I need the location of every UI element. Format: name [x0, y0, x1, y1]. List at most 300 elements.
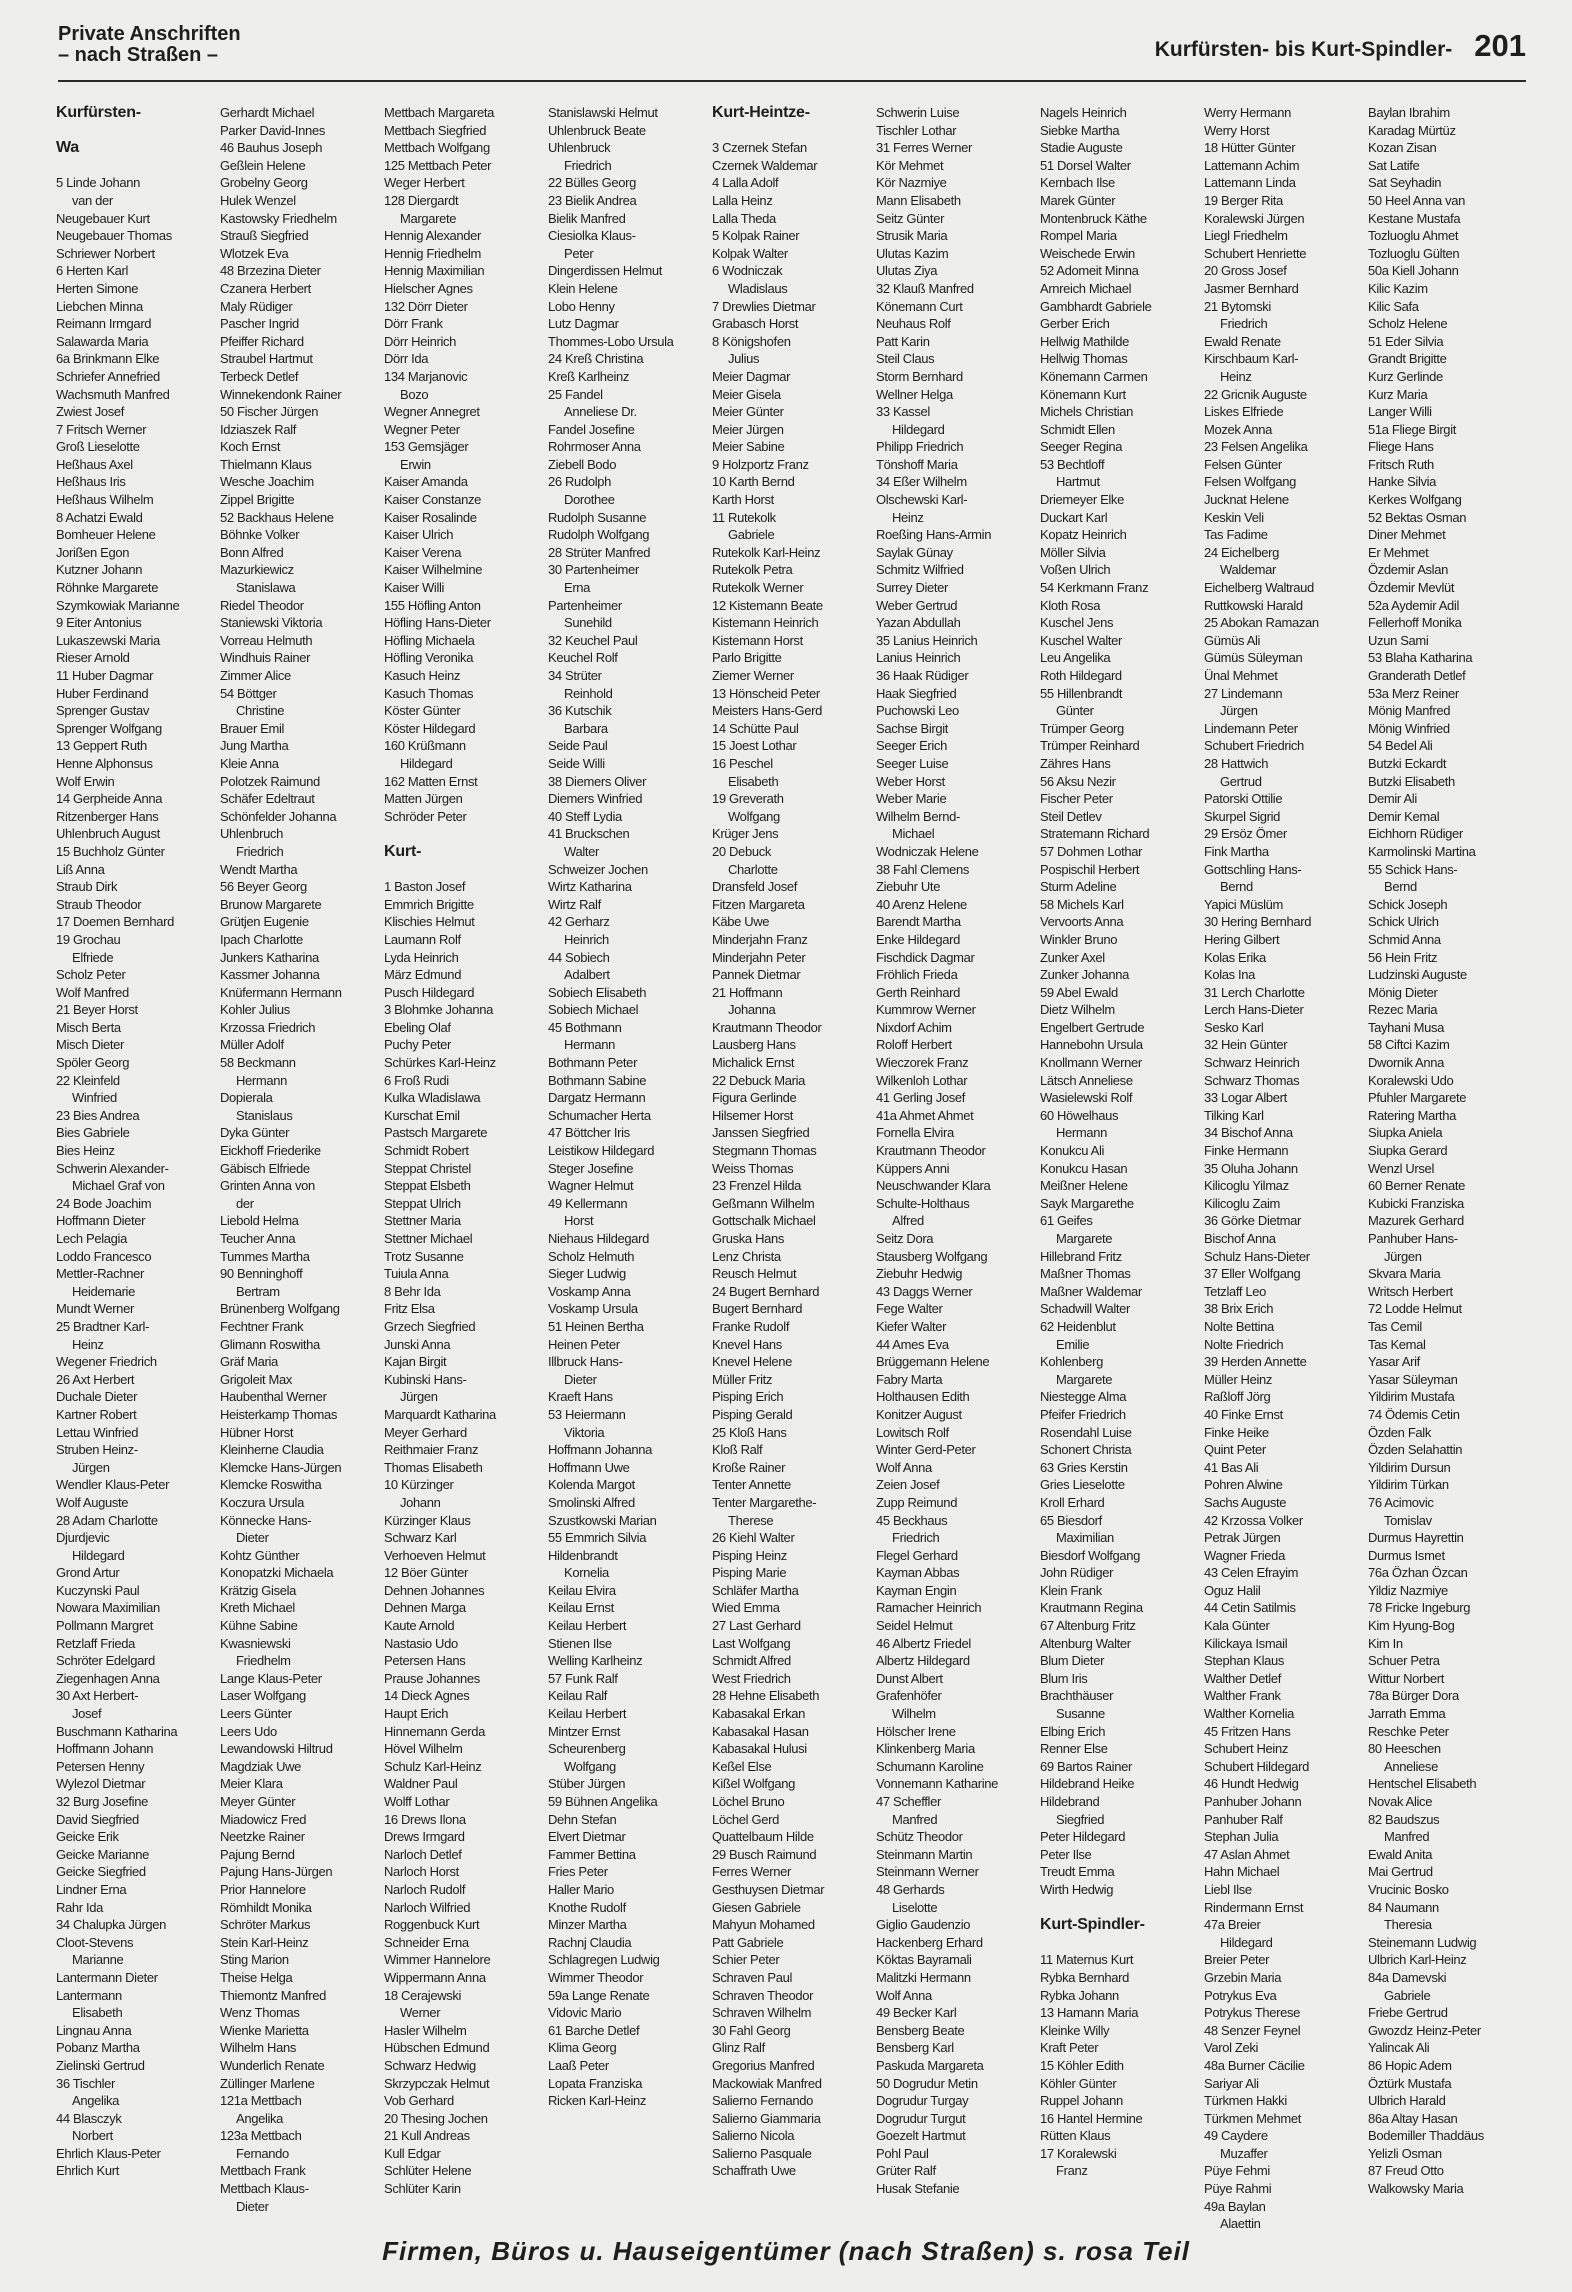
entry-continuation: Tomislav	[1384, 1512, 1432, 1528]
resident-entry: Wylezol Dietmar	[56, 1776, 146, 1792]
resident-entry: Roloff Herbert	[876, 1037, 952, 1053]
resident-entry: Kozan Zisan	[1368, 140, 1437, 156]
resident-entry: Kißel Wolfgang	[712, 1776, 796, 1792]
resident-entry: Pascher Ingrid	[220, 316, 299, 332]
resident-entry: Schäfer Edeltraut	[220, 791, 315, 807]
entry-continuation: Waldemar	[1220, 562, 1276, 578]
resident-entry: Meyer Günter	[220, 1794, 296, 1809]
entry-continuation: Dieter	[236, 1530, 269, 1546]
resident-entry: 6a Brinkmann Elke	[56, 351, 160, 367]
resident-entry: Wippermann Anna	[384, 1969, 486, 1985]
resident-entry: Wellner Helga	[876, 386, 953, 402]
resident-entry: 53 Blaha Katharina	[1368, 650, 1473, 666]
resident-entry: 14 Gerpheide Anna	[56, 791, 163, 807]
resident-entry: Tas Kemal	[1368, 1336, 1426, 1352]
resident-entry: Baylan Ibrahim	[1368, 105, 1450, 120]
resident-entry: Meier Sabine	[712, 439, 785, 455]
resident-entry: Stephan Julia	[1204, 1829, 1279, 1845]
resident-entry: Grafenhöfer	[876, 1688, 942, 1704]
resident-entry: 58 Ciftci Kazim	[1368, 1037, 1450, 1053]
resident-entry: Sariyar Ali	[1204, 2075, 1259, 2091]
resident-entry: 56 Hein Fritz	[1368, 949, 1438, 965]
resident-entry: Demir Kemal	[1368, 808, 1440, 824]
resident-entry: Vrucinic Bosko	[1368, 1881, 1449, 1897]
resident-entry: 31 Ferres Werner	[876, 140, 973, 156]
resident-entry: Knothe Rudolf	[548, 1899, 626, 1915]
resident-entry: Özdemir Mevlüt	[1368, 580, 1455, 596]
resident-entry: Tuiula Anna	[384, 1266, 449, 1282]
entry-continuation: van der	[72, 192, 113, 208]
entry-continuation: Kornelia	[564, 1565, 609, 1581]
resident-entry: Grüter Ralf	[876, 2163, 936, 2179]
directory-column	[1040, 104, 1198, 2220]
resident-entry: Hasler Wilhelm	[384, 2022, 467, 2038]
entry-continuation: Hildegard	[400, 755, 453, 771]
resident-entry: Grandt Brigitte	[1368, 351, 1447, 367]
resident-entry: Hennig Alexander	[384, 228, 482, 244]
resident-entry: Grütjen Eugenie	[220, 914, 309, 930]
resident-entry: Konitzer August	[876, 1406, 962, 1422]
resident-entry: 37 Eller Wolfgang	[1204, 1266, 1301, 1282]
resident-entry: Wittur Norbert	[1368, 1670, 1445, 1686]
resident-entry: Hildebrand Heike	[1040, 1776, 1135, 1792]
resident-entry: Loddo Francesco	[56, 1248, 152, 1264]
resident-entry: Uhlenbruch August	[56, 826, 160, 842]
resident-entry: 17 Koralewski	[1040, 2145, 1117, 2161]
resident-entry: Keuchel Rolf	[548, 650, 618, 666]
resident-entry: Jucknat Helene	[1204, 492, 1289, 508]
resident-entry: 67 Altenburg Fritz	[1040, 1618, 1136, 1634]
resident-entry: Gümüs Ali	[1204, 632, 1261, 648]
resident-entry: Kroll Erhard	[1040, 1494, 1105, 1510]
entry-continuation: Hermann	[564, 1037, 616, 1053]
resident-entry: Salierno Fernando	[712, 2093, 814, 2109]
resident-entry: Neugebauer Kurt	[56, 210, 150, 226]
entry-continuation: Peter	[564, 245, 594, 261]
resident-entry: Schulz Karl-Heinz	[384, 1758, 482, 1774]
resident-entry: Kabasakal Hulusi	[712, 1741, 807, 1757]
resident-entry: Schadwill Walter	[1040, 1301, 1131, 1317]
resident-entry: 13 Geppert Ruth	[56, 738, 147, 754]
resident-entry: 134 Marjanovic	[384, 368, 468, 384]
resident-entry: Yildirim Türkan	[1368, 1477, 1449, 1493]
resident-entry: Ferres Werner	[712, 1864, 792, 1880]
resident-entry: Klein Frank	[1040, 1582, 1102, 1598]
resident-entry: Dehnen Marga	[384, 1600, 466, 1616]
resident-entry: 34 Eßer Wilhelm	[876, 474, 967, 490]
resident-entry: Vidovic Mario	[548, 2005, 622, 2021]
resident-entry: Meier Jürgen	[712, 421, 784, 437]
resident-entry: 86 Hopic Adem	[1368, 2057, 1452, 2073]
resident-entry: 8 Königshofen	[712, 333, 791, 349]
resident-entry: Hulek Wenzel	[220, 192, 296, 208]
resident-entry: Hinnemann Gerda	[384, 1723, 485, 1739]
resident-entry: Ruppel Johann	[1040, 2093, 1123, 2109]
resident-entry: Schmidt Ellen	[1040, 421, 1115, 437]
resident-entry: Mozek Anna	[1204, 421, 1273, 437]
resident-entry: Kühne Sabine	[220, 1618, 298, 1634]
resident-entry: Surrey Dieter	[876, 580, 949, 596]
resident-entry: 50a Kiell Johann	[1368, 263, 1459, 279]
resident-entry: Wimmer Hannelore	[384, 1952, 491, 1968]
entry-continuation: Jürgen	[1220, 703, 1258, 719]
page-header	[58, 22, 1526, 82]
resident-entry: Breier Peter	[1204, 1952, 1270, 1968]
resident-entry: Kull Edgar	[384, 2145, 441, 2161]
resident-entry: 47 Böttcher Iris	[548, 1125, 630, 1141]
entry-continuation: Elisabeth	[728, 773, 779, 789]
resident-entry: 14 Dieck Agnes	[384, 1688, 470, 1704]
resident-entry: Petersen Hans	[384, 1653, 466, 1669]
resident-entry: 82 Baudszus	[1368, 1811, 1440, 1827]
resident-entry: Schulte-Holthaus	[876, 1195, 970, 1211]
entry-continuation: Gertrud	[1220, 773, 1262, 789]
resident-entry: 7 Drewlies Dietmar	[712, 298, 816, 314]
resident-entry: Sprenger Gustav	[56, 703, 150, 719]
resident-entry: Kirschbaum Karl-	[1204, 351, 1299, 367]
resident-entry: Walther Kornelia	[1204, 1706, 1295, 1722]
resident-entry: Grzech Siegfried	[384, 1318, 476, 1334]
entry-continuation: Erna	[564, 580, 591, 596]
resident-entry: Schwarz Hedwig	[384, 2057, 476, 2073]
resident-entry: Miadowicz Fred	[220, 1811, 307, 1827]
resident-entry: Ruttkowski Harald	[1204, 597, 1303, 613]
resident-entry: Terbeck Detlef	[220, 368, 299, 384]
entry-continuation: Bozo	[400, 386, 429, 402]
resident-entry: West Friedrich	[712, 1670, 791, 1686]
resident-entry: Struben Heinz-	[56, 1442, 138, 1458]
resident-entry: Kolpak Walter	[712, 245, 788, 261]
resident-entry: Kabasakal Erkan	[712, 1706, 806, 1722]
resident-entry: Lingnau Anna	[56, 2022, 132, 2038]
resident-entry: Wagner Frieda	[1204, 1547, 1285, 1563]
resident-entry: 5 Linde Johann	[56, 175, 141, 191]
resident-entry: Figura Gerlinde	[712, 1090, 797, 1106]
resident-entry: Karmolinski Martina	[1368, 843, 1476, 859]
resident-entry: 76a Özhan Özcan	[1368, 1565, 1468, 1581]
resident-entry: 58 Michels Karl	[1040, 896, 1124, 912]
resident-entry: Gries Lieselotte	[1040, 1477, 1125, 1493]
resident-entry: Hölscher Irene	[876, 1723, 956, 1739]
resident-entry: Klima Georg	[548, 2040, 617, 2056]
resident-entry: Schmitz Wilfried	[876, 562, 964, 578]
resident-entry: 22 Kleinfeld	[56, 1072, 120, 1088]
resident-entry: Dogrudur Turgay	[876, 2093, 969, 2109]
resident-entry: Winnekendonk Rainer	[220, 386, 342, 402]
resident-entry: Kaiser Constanze	[384, 492, 482, 508]
resident-entry: Ludzinski Auguste	[1368, 967, 1467, 983]
resident-entry: Wlotzek Eva	[220, 245, 289, 261]
resident-entry: 87 Freud Otto	[1368, 2163, 1444, 2179]
resident-entry: 153 Gemsjäger	[384, 439, 469, 455]
resident-entry: Ciesiolka Klaus-	[548, 228, 636, 244]
resident-entry: Giesen Gabriele	[712, 1899, 801, 1915]
resident-entry: Lopata Franziska	[548, 2075, 643, 2091]
resident-entry: Tetzlaff Leo	[1204, 1283, 1267, 1299]
resident-entry: Stein Karl-Heinz	[220, 1934, 309, 1950]
resident-entry: Yildiz Nazmiye	[1368, 1582, 1448, 1598]
resident-entry: Ewald Renate	[1204, 333, 1281, 349]
resident-entry: Lalla Theda	[712, 210, 776, 226]
resident-entry: 56 Aksu Nezir	[1040, 773, 1116, 789]
resident-entry: Fitzen Margareta	[712, 896, 805, 912]
resident-entry: Schuer Petra	[1368, 1653, 1440, 1669]
resident-entry: Giglio Gaudenzio	[876, 1917, 971, 1933]
resident-entry: 49 Caydere	[1204, 2128, 1268, 2144]
resident-entry: Konukcu Hasan	[1040, 1160, 1128, 1176]
resident-entry: Leu Angelika	[1040, 650, 1111, 666]
resident-entry: Hielscher Agnes	[384, 280, 473, 296]
resident-entry: Scholz Helene	[1368, 316, 1448, 332]
resident-entry: Bensberg Beate	[876, 2022, 965, 2038]
resident-entry: Hanke Silvia	[1368, 474, 1437, 490]
resident-entry: 32 Hein Günter	[1204, 1037, 1288, 1053]
resident-entry: Wendt Martha	[220, 861, 298, 877]
resident-entry: 48a Burner Cäcilie	[1204, 2057, 1305, 2073]
resident-entry: Huber Ferdinand	[56, 685, 149, 701]
resident-entry: Eichhorn Rüdiger	[1368, 826, 1463, 842]
resident-entry: 27 Last Gerhard	[712, 1618, 801, 1634]
resident-entry: Wenz Thomas	[220, 2005, 300, 2021]
resident-entry: Kasuch Thomas	[384, 685, 474, 701]
resident-entry: Saylak Günay	[876, 544, 953, 560]
resident-entry: 41 Bruckschen	[548, 826, 630, 842]
resident-entry: Meier Klara	[220, 1776, 283, 1792]
resident-entry: 11 Huber Dagmar	[56, 668, 154, 683]
resident-entry: Ziebuhr Hedwig	[876, 1266, 963, 1282]
resident-entry: Schröder Peter	[384, 808, 467, 824]
resident-entry: Djurdjevic	[56, 1530, 110, 1546]
resident-entry: Niehaus Hildegard	[548, 1231, 650, 1246]
resident-entry: Jung Martha	[220, 738, 289, 754]
resident-entry: Franke Rudolf	[712, 1318, 790, 1334]
resident-entry: Hildebrand	[1040, 1794, 1100, 1809]
resident-entry: Leistikow Hildegard	[548, 1143, 655, 1159]
resident-entry: Tenter Annette	[712, 1477, 791, 1493]
resident-entry: Eichelberg Waltraud	[1204, 580, 1314, 596]
resident-entry: Tas Cemil	[1368, 1318, 1422, 1334]
resident-entry: Werry Horst	[1204, 122, 1270, 138]
resident-entry: Seitz Dora	[876, 1231, 934, 1246]
entry-continuation: Elisabeth	[72, 2005, 123, 2021]
resident-entry: Nagels Heinrich	[1040, 105, 1127, 120]
resident-entry: Mazurkiewicz	[220, 562, 294, 578]
resident-entry: Lätsch Anneliese	[1040, 1072, 1133, 1088]
resident-entry: Böhnke Volker	[220, 527, 300, 543]
resident-entry: 51 Dorsel Walter	[1040, 157, 1131, 173]
resident-entry: Knollmann Werner	[1040, 1055, 1142, 1071]
resident-entry: Pohl Paul	[876, 2145, 929, 2161]
resident-entry: Schmidt Alfred	[712, 1653, 791, 1669]
resident-entry: 34 Chalupka Jürgen	[56, 1917, 167, 1933]
resident-entry: Schwarz Thomas	[1204, 1072, 1300, 1088]
entry-continuation: Dieter	[564, 1371, 597, 1387]
entry-continuation: Christine	[236, 703, 285, 719]
resident-entry: 33 Logar Albert	[1204, 1090, 1287, 1106]
resident-entry: Ünal Mehmet	[1204, 668, 1278, 683]
resident-entry: Koralewski Jürgen	[1204, 210, 1305, 226]
resident-entry: Geicke Marianne	[56, 1846, 150, 1862]
resident-entry: Schick Joseph	[1368, 896, 1448, 912]
resident-entry: Kummrow Werner	[876, 1002, 976, 1018]
resident-entry: Kleie Anna	[220, 755, 279, 771]
resident-entry: Nowara Maximilian	[56, 1600, 160, 1616]
resident-entry: 74 Ödemis Cetin	[1368, 1406, 1460, 1422]
resident-entry: 19 Grochau	[56, 931, 121, 947]
resident-entry: Rieser Arnold	[56, 650, 130, 666]
resident-entry: Lewandowski Hiltrud	[220, 1741, 333, 1757]
resident-entry: Reimann Irmgard	[56, 316, 152, 332]
resident-entry: Pannek Dietmar	[712, 967, 801, 983]
resident-entry: Mackowiak Manfred	[712, 2075, 822, 2091]
resident-entry: 28 Hehne Elisabeth	[712, 1688, 820, 1704]
resident-entry: Schütz Theodor	[876, 1829, 963, 1845]
resident-entry: Siupka Gerard	[1368, 1143, 1448, 1159]
resident-entry: Lettau Winfried	[56, 1424, 139, 1440]
directory-column	[384, 104, 542, 2220]
resident-entry: Thielmann Klaus	[220, 456, 312, 472]
resident-entry: Nixdorf Achim	[876, 1019, 952, 1035]
resident-entry: 30 Axt Herbert-	[56, 1688, 139, 1704]
resident-entry: 59 Bühnen Angelika	[548, 1794, 658, 1809]
resident-entry: Neuschwander Klara	[876, 1178, 991, 1194]
entry-continuation: Wilhelm	[892, 1706, 936, 1722]
resident-entry: Parlo Brigitte	[712, 650, 782, 666]
resident-entry: Heisterkamp Thomas	[220, 1406, 338, 1422]
resident-entry: Dransfeld Josef	[712, 879, 798, 895]
entry-continuation: Horst	[564, 1213, 594, 1229]
resident-entry: 43 Celen Efrayim	[1204, 1565, 1299, 1581]
resident-entry: 160 Krüßmann	[384, 738, 466, 754]
resident-entry: Arnreich Michael	[1040, 280, 1132, 296]
resident-entry: Lausberg Hans	[712, 1037, 796, 1053]
resident-entry: Kala Günter	[1204, 1618, 1270, 1634]
resident-entry: 52a Aydemir Adil	[1368, 597, 1459, 613]
resident-entry: Janssen Siegfried	[712, 1125, 810, 1141]
entry-continuation: Johann	[400, 1494, 441, 1510]
resident-entry: Liskes Elfriede	[1204, 404, 1284, 420]
resident-entry: Meisters Hans-Gerd	[712, 703, 823, 719]
resident-entry: Butzki Elisabeth	[1368, 773, 1455, 789]
resident-entry: Biesdorf Wolfgang	[1040, 1547, 1141, 1563]
resident-entry: Albertz Hildegard	[876, 1653, 970, 1669]
entry-continuation: Michael Graf von	[72, 1178, 165, 1194]
resident-entry: 16 Peschel	[712, 755, 773, 771]
resident-entry: Tas Fadime	[1204, 527, 1268, 543]
resident-entry: Koch Ernst	[220, 439, 281, 455]
resident-entry: Tischler Lothar	[876, 122, 957, 138]
resident-entry: Ziebell Bodo	[548, 456, 617, 472]
resident-entry: Steppat Elsbeth	[384, 1178, 471, 1194]
resident-entry: Pisping Marie	[712, 1565, 787, 1581]
resident-entry: Geßlein Helene	[220, 157, 306, 173]
resident-entry: 9 Eiter Antonius	[56, 615, 142, 631]
resident-entry: Knevel Hans	[712, 1336, 782, 1352]
resident-entry: Schwerin Luise	[876, 105, 960, 120]
resident-entry: Grigoleit Max	[220, 1371, 293, 1387]
resident-entry: Mundt Werner	[56, 1301, 134, 1317]
resident-entry: Panhuber Ralf	[1204, 1811, 1283, 1827]
resident-entry: Dehnen Johannes	[384, 1582, 485, 1598]
resident-entry: Mettbach Frank	[220, 2163, 306, 2179]
resident-entry: Lange Klaus-Peter	[220, 1670, 322, 1686]
resident-entry: Grzebin Maria	[1204, 1969, 1282, 1985]
resident-entry: Mettbach Siegfried	[384, 122, 487, 138]
resident-entry: Durmus Hayrettin	[1368, 1530, 1464, 1546]
resident-entry: Schumann Karoline	[876, 1758, 984, 1774]
resident-entry: Salierno Pasquale	[712, 2145, 812, 2161]
resident-entry: Mettler-Rachner	[56, 1266, 144, 1282]
resident-entry: Liß Anna	[56, 861, 105, 877]
resident-entry: John Rüdiger	[1040, 1565, 1114, 1581]
resident-entry: Schulz Hans-Dieter	[1204, 1248, 1310, 1264]
resident-entry: Kohtz Günther	[220, 1547, 300, 1563]
resident-entry: Sachs Auguste	[1204, 1494, 1287, 1510]
resident-entry: Schraven Wilhelm	[712, 2005, 812, 2021]
directory-column	[56, 104, 214, 2220]
entry-continuation: Dieter	[236, 2198, 269, 2214]
resident-entry: Kaute Arnold	[384, 1618, 455, 1634]
resident-entry: Kestane Mustafa	[1368, 210, 1461, 226]
resident-entry: Nolte Bettina	[1204, 1318, 1274, 1334]
resident-entry: Philipp Friedrich	[876, 439, 964, 455]
resident-entry: 15 Joest Lothar	[712, 738, 797, 754]
resident-entry: Löchel Gerd	[712, 1811, 779, 1827]
resident-entry: 132 Dörr Dieter	[384, 298, 468, 314]
resident-entry: Oguz Halil	[1204, 1582, 1261, 1598]
resident-entry: Kassmer Johanna	[220, 967, 320, 983]
resident-entry: Mintzer Ernst	[548, 1723, 621, 1739]
resident-entry: 46 Albertz Friedel	[876, 1635, 971, 1651]
entry-continuation: Josef	[72, 1706, 102, 1722]
resident-entry: Engelbert Gertrude	[1040, 1019, 1145, 1035]
resident-entry: Lattemann Linda	[1204, 175, 1296, 191]
resident-entry: Patt Gabriele	[712, 1934, 784, 1950]
resident-entry: 31 Lerch Charlotte	[1204, 984, 1305, 1000]
resident-entry: Schier Peter	[712, 1952, 780, 1968]
resident-entry: Hellwig Thomas	[1040, 351, 1128, 367]
resident-entry: Thiemontz Manfred	[220, 1987, 327, 2003]
resident-entry: Fries Peter	[548, 1864, 608, 1880]
resident-entry: Salawarda Maria	[56, 333, 149, 349]
resident-entry: Bies Heinz	[56, 1143, 115, 1159]
resident-entry: Gottschalk Michael	[712, 1213, 816, 1229]
resident-entry: 28 Adam Charlotte	[56, 1512, 158, 1528]
resident-entry: Brunow Margarete	[220, 896, 322, 912]
resident-entry: Minderjahn Franz	[712, 931, 808, 947]
resident-entry: Lukaszewski Maria	[56, 632, 160, 648]
resident-entry: 45 Beckhaus	[876, 1512, 948, 1528]
resident-entry: 59a Lange Renate	[548, 1987, 650, 2003]
resident-entry: Heßhaus Wilhelm	[56, 492, 154, 508]
resident-entry: 24 Kreß Christina	[548, 351, 644, 367]
resident-entry: Bodemiller Thaddäus	[1368, 2128, 1484, 2144]
resident-entry: 128 Diergardt	[384, 192, 459, 208]
resident-entry: 16 Hantel Hermine	[1040, 2110, 1143, 2126]
resident-entry: Skrzypczak Helmut	[384, 2075, 490, 2091]
resident-entry: 6 Froß Rudi	[384, 1072, 449, 1088]
resident-entry: Welling Karlheinz	[548, 1653, 643, 1669]
entry-continuation: Barbara	[564, 720, 608, 736]
resident-entry: 48 Brzezina Dieter	[220, 263, 321, 279]
resident-entry: Sat Latife	[1368, 157, 1420, 173]
resident-entry: Schraven Paul	[712, 1969, 793, 1985]
resident-entry: Sting Marion	[220, 1952, 289, 1968]
resident-entry: Yildirim Mustafa	[1368, 1389, 1455, 1405]
resident-entry: Patt Karin	[876, 333, 930, 349]
resident-entry: Wirtz Ralf	[548, 896, 601, 912]
resident-entry: Schönfelder Johanna	[220, 808, 337, 824]
